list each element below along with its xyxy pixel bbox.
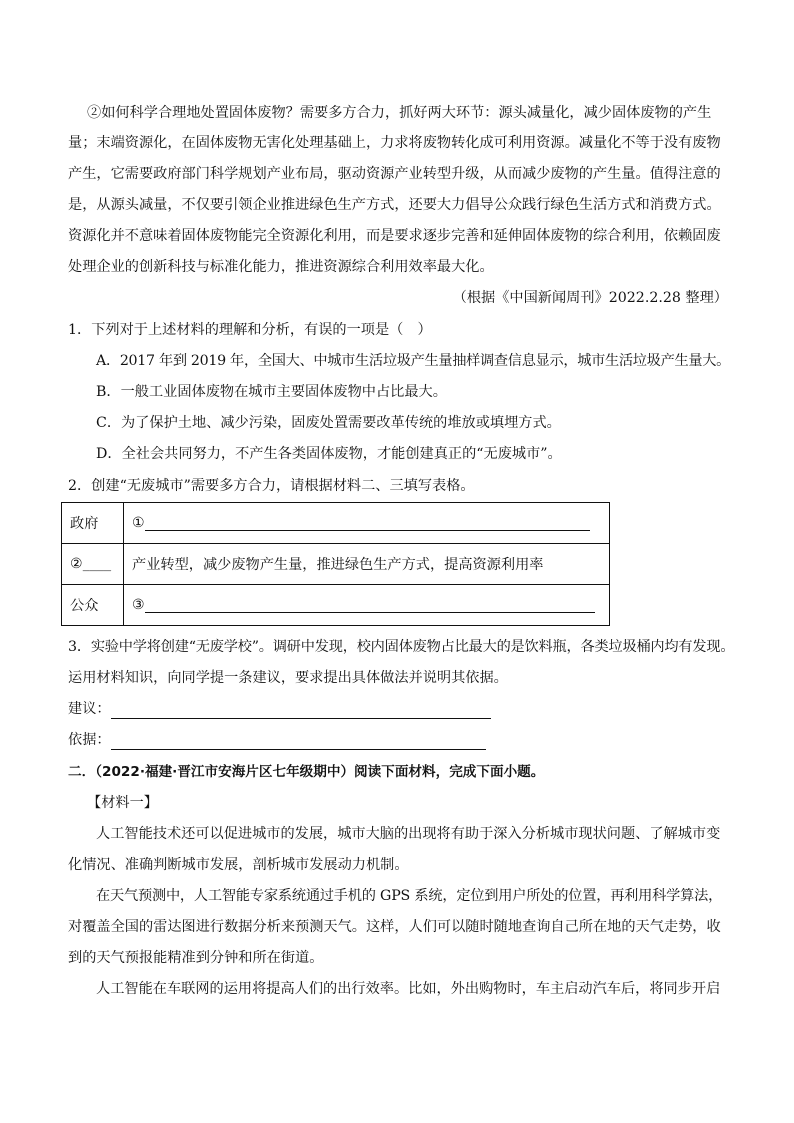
paragraph-line: 化情况、准确判断城市发展，剖析城市发展动力机制。 (68, 857, 409, 873)
answer-blank-1[interactable] (145, 516, 590, 531)
paragraph-line: 量；末端资源化，在固体废物无害化处理基础上，力求将废物转化成可利用资源。减量化不等于没有废物 (68, 135, 721, 151)
table-row (62, 503, 610, 544)
q1-option-a: A．2017 年到 2019 年，全国大、中城市生活垃圾产生量抽样调查信息显示，城市生活垃圾产生量大。 (96, 353, 731, 369)
question-2-stem: 2．创建“无废城市”需要多方合力，请根据材料二、三填写表格。 (68, 478, 475, 494)
paragraph-line: 在天气预测中，人工智能专家系统通过手机的 GPS 系统，定位到用户所处的位置，再利用科学算法， (96, 888, 723, 904)
answer-cell-3[interactable] (124, 585, 610, 626)
answer-cell-1[interactable] (124, 503, 610, 544)
source-note: （根据《中国新闻周刊》2022.2.28 整理） (452, 290, 728, 306)
basis-row (68, 730, 486, 750)
cell-marker: ① (132, 515, 145, 531)
answer-blank-3[interactable] (145, 598, 595, 613)
paragraph-line: 到的天气预报能精准到分钟和所在街道。 (68, 950, 324, 966)
suggestion-blank[interactable] (111, 704, 491, 719)
suggestion-row (68, 699, 491, 719)
basis-label: 依据： (68, 732, 111, 748)
paragraph-line: 产生，它需要政府部门科学规划产业布局，驱动资源产业转型升级，从而减少废物的产生量。值得注意的 (68, 166, 721, 182)
row-label-government: 政府 (62, 503, 124, 544)
paragraph-line: 处理企业的创新科技与标准化能力，推进资源综合利用效率最大化。 (68, 259, 494, 275)
section-heading: 二．（2022·福建·晋江市安海片区七年级期中）阅读下面材料，完成下面小题。 (68, 764, 545, 780)
q1-option-c: C．为了保护土地、减少污染，固废处置需要改革传统的堆放或填埋方式。 (96, 415, 561, 431)
paragraph-line: 人工智能在车联网的运用将提高人们的出行效率。比如，外出购物时，车主启动汽车后，将同步开启 (96, 981, 721, 997)
material-label: 【材料一】 (87, 795, 158, 811)
question-3-stem-line: 3．实验中学将创建“无废学校”。调研中发现，校内固体废物占比最大的是饮料瓶，各类垃圾桶内均有发现。 (68, 639, 735, 655)
question-3-stem-line: 运用材料知识，向同学提一条建议，要求提出具体做法并说明其依据。 (68, 670, 508, 686)
row-label-blank[interactable]: ②____ (62, 544, 124, 585)
paragraph-line: ②如何科学合理地处置固体废物？需要多方合力，抓好两大环节：源头减量化，减少固体废物的产生 (87, 105, 712, 121)
row-label-public: 公众 (62, 585, 124, 626)
basis-blank[interactable] (111, 735, 486, 750)
q1-option-b: B．一般工业固体废物在城市主要固体废物中占比最大。 (96, 384, 447, 400)
paragraph-line: 对覆盖全国的雷达图进行数据分析来预测天气。这样，人们可以随时随地查询自己所在地的天气走势，收 (68, 919, 721, 935)
table-cell: 产业转型，减少废物产生量，推进绿色生产方式，提高资源利用率 (124, 544, 610, 585)
question-1-stem: 1．下列对于上述材料的理解和分析，有误的一项是（ ） (68, 322, 432, 338)
answer-table (61, 502, 610, 626)
paragraph-line: 人工智能技术还可以促进城市的发展，城市大脑的出现将有助于深入分析城市现状问题、了解城市变 (96, 826, 721, 842)
cell-marker: ③ (132, 597, 145, 613)
suggestion-label: 建议： (68, 701, 111, 717)
q1-option-d: D．全社会共同努力，不产生各类固体废物，才能创建真正的“无废城市”。 (96, 446, 562, 462)
table-row (62, 585, 610, 626)
paragraph-line: 是，从源头减量，不仅要引领企业推进绿色生产方式，还要大力倡导公众践行绿色生活方式和消费方式。 (68, 197, 721, 213)
table-row (62, 544, 610, 585)
paragraph-line: 资源化并不意味着固体废物能完全资源化利用，而是要求逐步完善和延伸固体废物的综合利用，依赖固废 (68, 228, 721, 244)
